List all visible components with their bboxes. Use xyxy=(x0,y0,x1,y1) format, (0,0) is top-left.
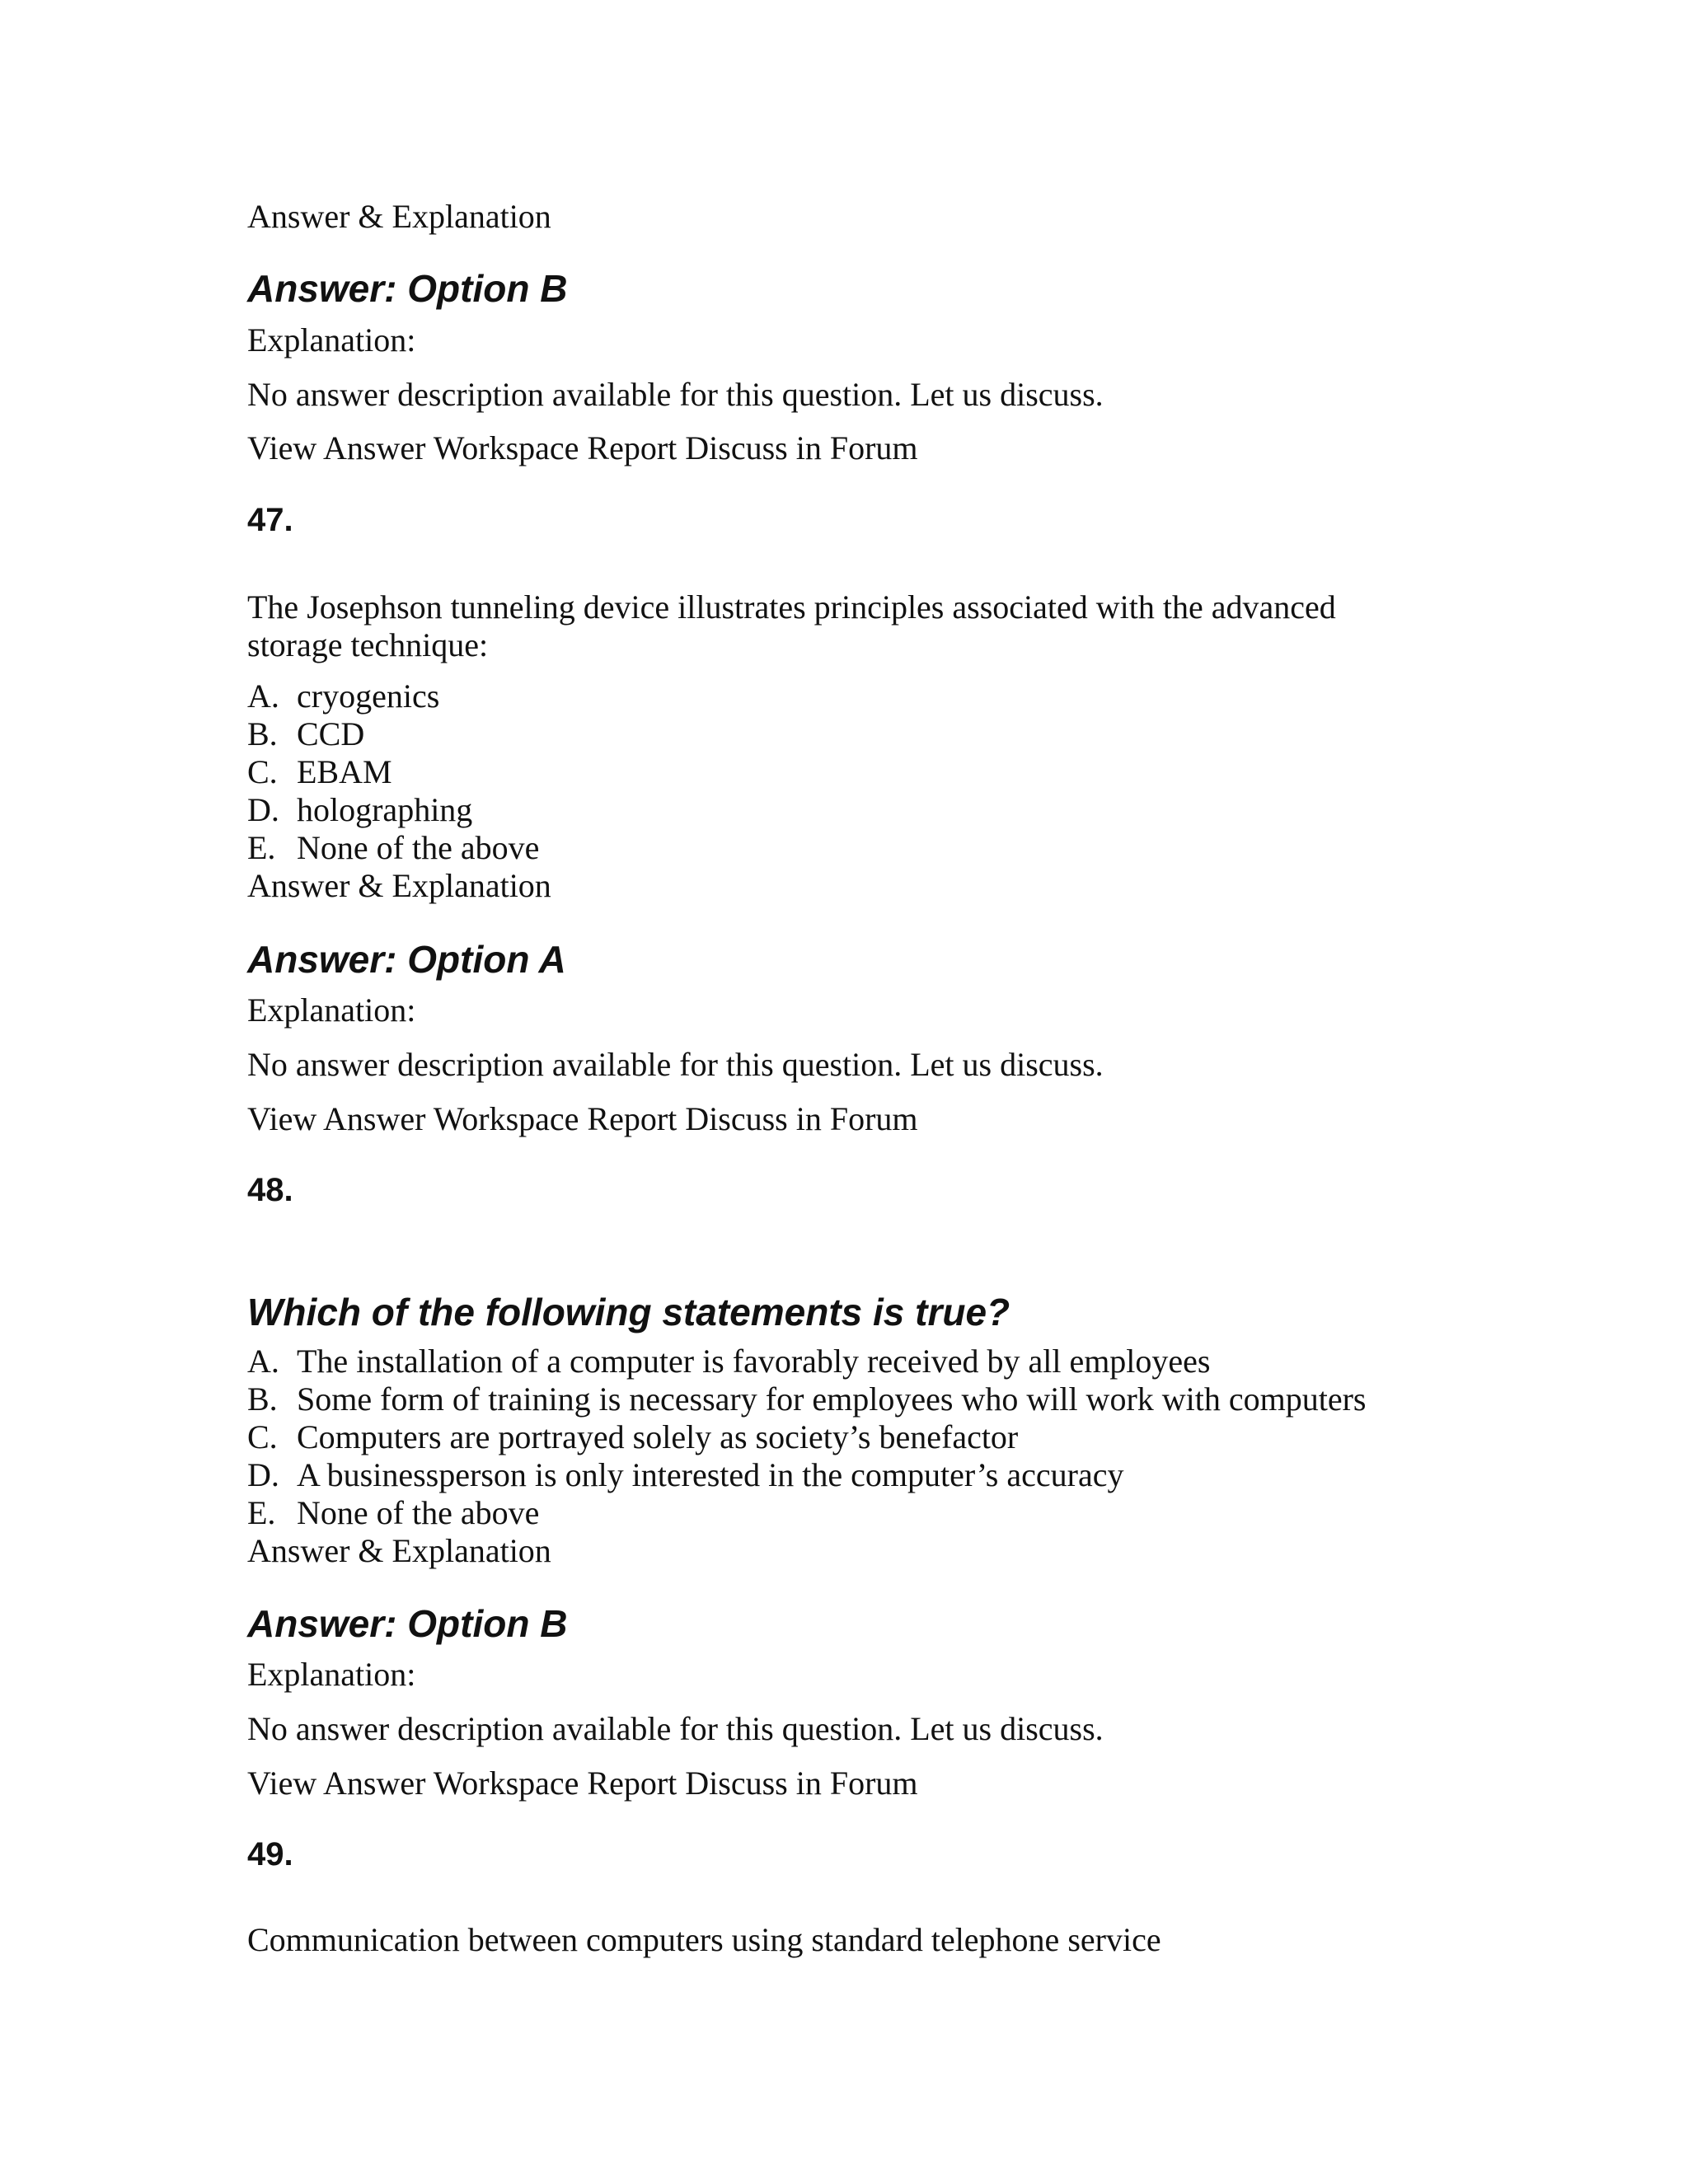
question-text: The Josephson tunneling device illustrates principles associated with the advanced storage technique: xyxy=(247,588,1336,663)
explanation-label: Explanation: xyxy=(247,991,416,1029)
answer-explanation-label: Answer & Explanation xyxy=(247,198,551,235)
option-text: holographing xyxy=(297,791,473,828)
option-letter: A. xyxy=(247,677,279,715)
option-letter: D. xyxy=(247,791,279,828)
option-text: The installation of a computer is favorably received by all employees xyxy=(297,1343,1211,1380)
answer-heading: Answer: Option B xyxy=(247,1602,568,1645)
option-letter: B. xyxy=(247,715,278,752)
option-letter: E. xyxy=(247,1494,276,1531)
option-item xyxy=(247,1343,1211,1380)
explanation-text: No answer description available for this question. Let us discuss. xyxy=(247,376,1104,413)
option-text: CCD xyxy=(297,715,365,752)
answer-heading: Answer: Option A xyxy=(247,938,566,981)
option-letter: C. xyxy=(247,753,278,790)
option-item xyxy=(247,753,392,791)
answer-explanation-label: Answer & Explanation xyxy=(247,1532,551,1569)
option-text: EBAM xyxy=(297,753,392,790)
option-letter: C. xyxy=(247,1418,278,1455)
question-text: Which of the following statements is true? xyxy=(247,1291,1010,1333)
option-letter: B. xyxy=(247,1380,278,1418)
action-links: View Answer Workspace Report Discuss in Forum xyxy=(247,1100,918,1137)
option-item xyxy=(247,1380,1367,1418)
option-text: None of the above xyxy=(297,1494,540,1531)
option-letter: A. xyxy=(247,1343,279,1380)
action-links: View Answer Workspace Report Discuss in Forum xyxy=(247,1765,918,1802)
option-item xyxy=(247,715,364,753)
option-text: Some form of training is necessary for employees who will work with computers xyxy=(297,1380,1367,1418)
option-item xyxy=(247,1456,1123,1494)
option-text: A businessperson is only interested in the computer’s accuracy xyxy=(297,1456,1124,1493)
explanation-text: No answer description available for this question. Let us discuss. xyxy=(247,1046,1104,1083)
answer-heading: Answer: Option B xyxy=(247,267,568,310)
option-item xyxy=(247,1418,1018,1456)
question-number: 48. xyxy=(247,1172,293,1208)
option-item xyxy=(247,1494,539,1532)
explanation-label: Explanation: xyxy=(247,1656,416,1693)
option-text: Computers are portrayed solely as society’s benefactor xyxy=(297,1418,1019,1455)
question-number: 49. xyxy=(247,1836,293,1872)
option-item xyxy=(247,791,472,829)
option-letter: D. xyxy=(247,1456,279,1493)
question-number: 47. xyxy=(247,502,293,538)
answer-explanation-label: Answer & Explanation xyxy=(247,867,551,904)
option-item xyxy=(247,677,439,715)
option-letter: E. xyxy=(247,829,276,866)
action-links: View Answer Workspace Report Discuss in Forum xyxy=(247,429,918,466)
option-text: cryogenics xyxy=(297,677,440,715)
option-text: None of the above xyxy=(297,829,540,866)
explanation-text: No answer description available for this question. Let us discuss. xyxy=(247,1710,1104,1747)
option-item xyxy=(247,829,539,867)
explanation-label: Explanation: xyxy=(247,321,416,359)
question-text: Communication between computers using standard telephone service xyxy=(247,1921,1161,1958)
